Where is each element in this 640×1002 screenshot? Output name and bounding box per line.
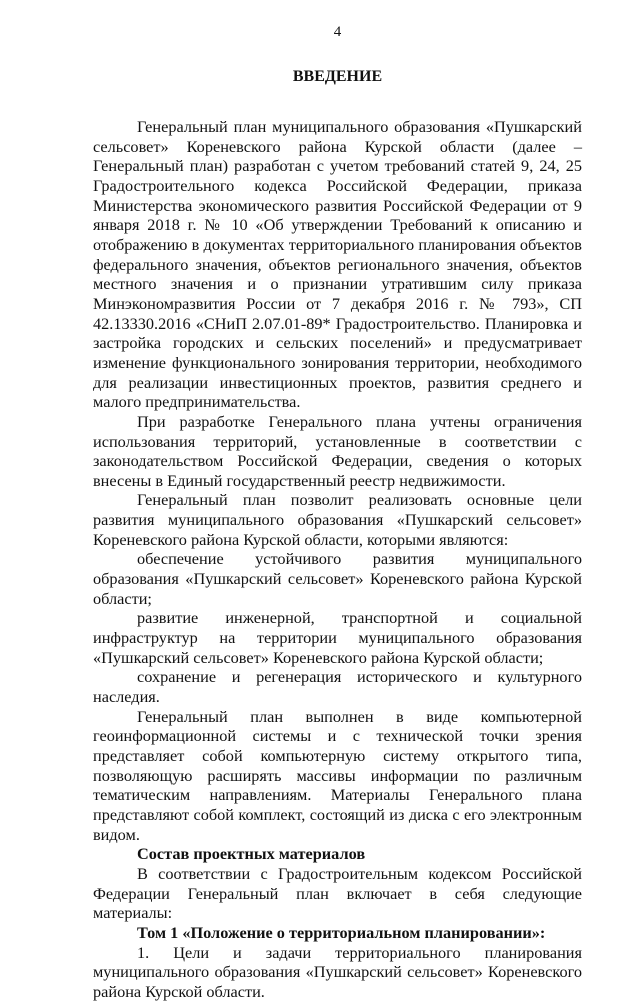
- paragraph-restrictions: При разработке Генерального плана учтены ограничения использования территорий, установленные в соответствии с законодательством Российской Федерации, сведения о которых внесены в Единый государственный реестр недвижимости.: [93, 411, 582, 490]
- volume-item: 1. Цели и задачи территориального планирования муниципального образования «Пушкарский сельсовет» Кореневского района Курской области.: [93, 942, 582, 1001]
- document-body: [93, 117, 582, 1002]
- volume-heading: Том 1 «Положение о территориальном планировании»:: [137, 922, 546, 942]
- paragraph-materials: В соответствии с Градостроительным кодексом Российской Федерации Генеральный план включает в себя следующие материалы:: [93, 863, 582, 923]
- page-number: 4: [333, 24, 342, 40]
- goal-item: обеспечение устойчивого развития муниципального образования «Пушкарский сельсовет» Кореневского района Курской области;: [93, 549, 582, 608]
- page-title: ВВЕДЕНИЕ: [292, 68, 383, 85]
- paragraph-intro: Генеральный план муниципального образования «Пушкарский сельсовет» Кореневского района Курской области (далее – Генеральный план) разработан с учетом требований статей 9, 24, 25 Градостроительного кодекса Российской Федерации, приказа Министерства экономического развития Российской Федерации от 9 января 2018 г. № 10 «Об утверждении Требований к описанию и отображению в документах территориального планирования объектов федерального значения, объектов регионального значения, объектов местного значения и о признании утратившим силу приказа Минэкономразвития России от 7 декабря 2016 г. № 793», СП 42.13330.2016 «СНиП 2.07.01-89* Градостроительство. Планировка и застройка городских и сельских поселений» и предусматривает изменение функционального зонирования территории, необходимого для реализации инвестиционных проектов, развития среднего и малого предпринимательства.: [93, 117, 582, 412]
- goal-item: развитие инженерной, транспортной и социальной инфраструктур на территории муниципального образования «Пушкарский сельсовет» Кореневского района Курской области;: [93, 608, 582, 667]
- paragraph-goals: Генеральный план позволит реализовать основные цели развития муниципального образования «Пушкарский сельсовет» Кореневского района Курской области, которыми являются:: [93, 490, 582, 549]
- goal-item: сохранение и регенерация исторического и культурного наследия.: [93, 667, 582, 707]
- paragraph-gis: Генеральный план выполнен в виде компьютерной геоинформационной системы и с технической точки зрения представляет собой компьютерную систему открытого типа, позволяющую расширять массивы информации по различным тематическим направлениям. Материалы Генерального плана представляют собой комплект, состоящий из диска с его электронным видом.: [93, 706, 582, 844]
- section-heading: Состав проектных материалов: [137, 844, 366, 864]
